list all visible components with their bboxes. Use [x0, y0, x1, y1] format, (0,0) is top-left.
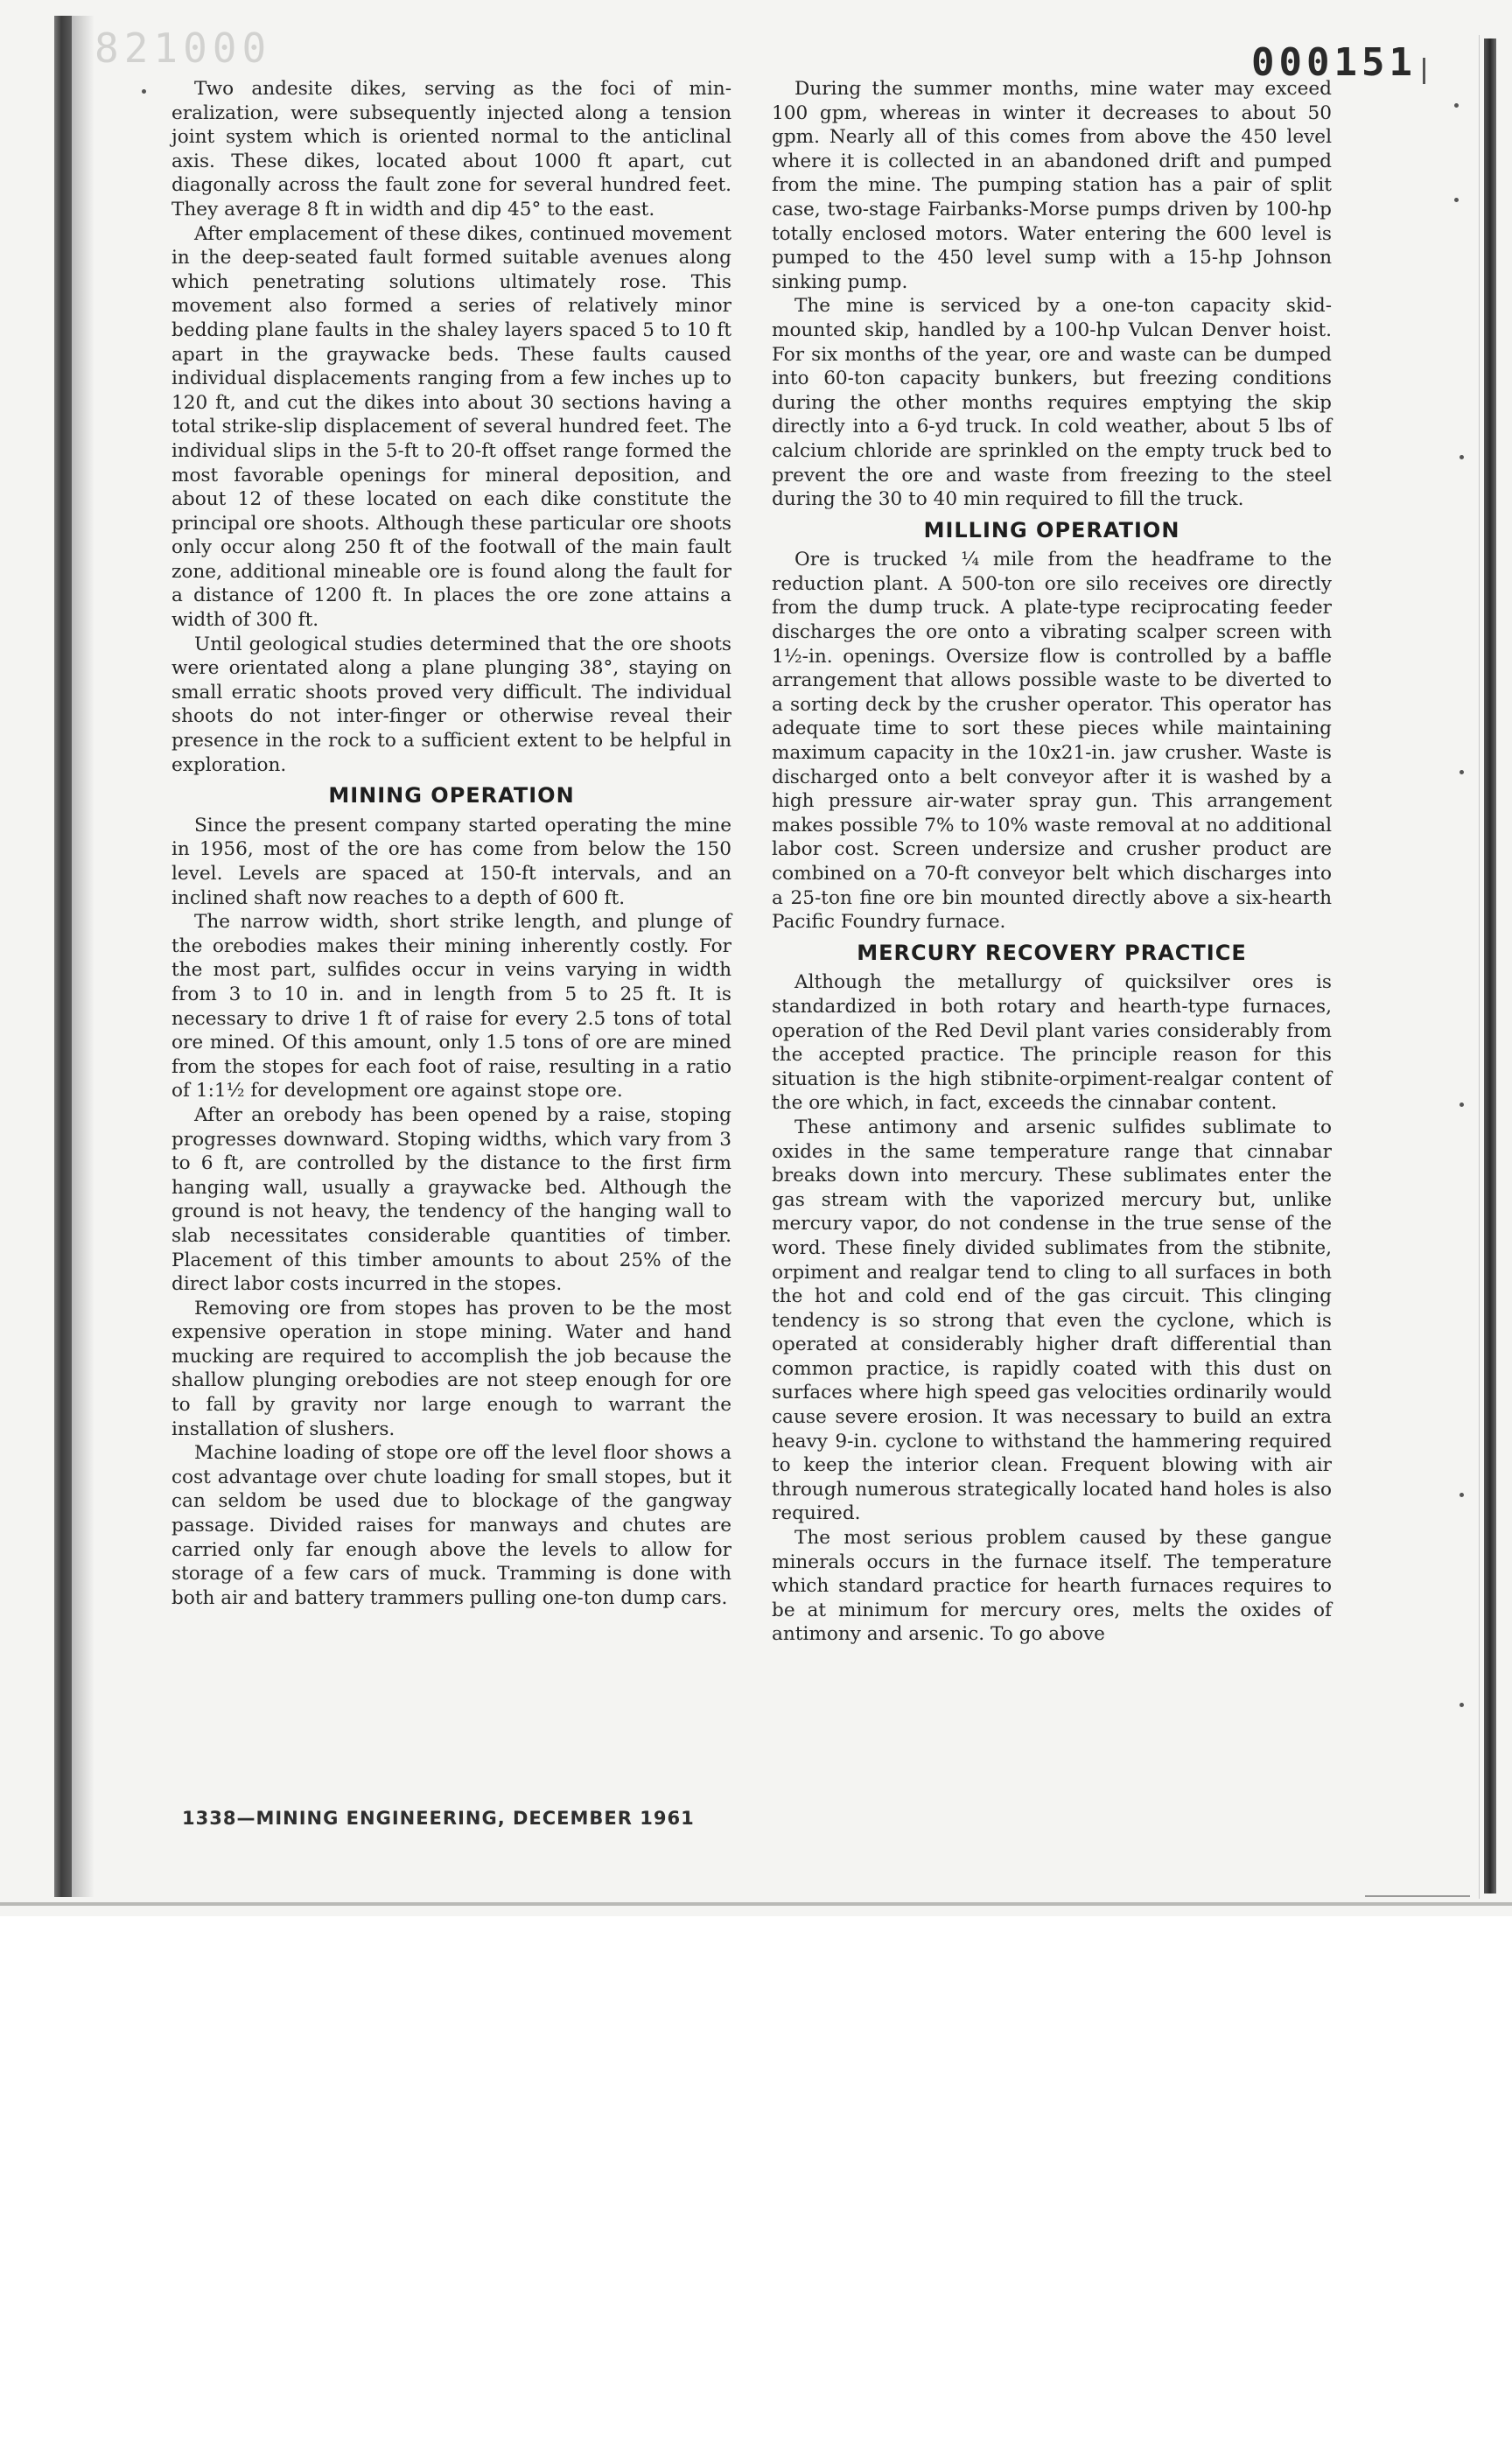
- scan-edge: [1484, 38, 1496, 1894]
- paragraph: The most serious problem caused by these gangue minerals occurs in the furnace itself. The temperature which standard practice for hearth furnaces requires to be at minimum for mercury ores, melts the oxides of antimony and arsenic. To go above: [772, 1527, 1332, 1646]
- paragraph: Machine loading of stope ore off the level floor shows a cost advantage over chute loading for small stopes, but it can seldom be used due to blockage of the gangway passage. Divided raises for manways and chutes are carried only far enough above the levels to allow for storage of a few cars of muck. Tramming is done with both air and battery trammers pulling one-ton dump cars.: [172, 1442, 732, 1609]
- section-heading-mercury: MERCURY RECOVERY PRACTICE: [857, 940, 1247, 965]
- bates-tick: [1423, 58, 1425, 84]
- paragraph: After an orebody has been opened by a raise, stoping progresses downward. Stoping widths, which vary from 3 to 6 ft, are controlled by the distance to the first firm hanging wall, usually a graywacke bed. Although the ground is not heavy, the tendency of the hanging wall to slab necessitates considerable quantities of timber. Placement of this timber amounts to about 25% of the direct labor costs incurred in the stopes.: [172, 1103, 732, 1296]
- paragraph: Two andesite dikes, serving as the foci of mineralization, were subsequently injected along a tension joint system which is oriented normal to the anticlinal axis. These dikes, located about 1000 ft apart, cut diagonally across the fault zone for several hundred feet. They average 8 ft in width and dip 45° to the east.: [172, 78, 732, 220]
- right-column: [772, 77, 1332, 1647]
- paragraph: These antimony and arsenic sulfides sublimate to oxides in the same temperature range that cinnabar breaks down into mercury. These sublimates enter the gas stream with the vaporized mercury but, unlike mercury vapor, do not condense in the true sense of the word. These finely divided sublimates from the stibnite, orpiment and realgar tend to cling to all surfaces in both the hot and cold end of the gas circuit. This clinging tendency is so strong that even the cyclone, which is operated at considerably higher draft differential than common practice, is rapidly coated with this dust on surfaces where high speed gas velocities ordinarily would cause severe erosion. It was necessary to build an extra heavy 9-in. cyclone to withstand the hammering required to keep the interior clean. Frequent blowing with air through numerous strategically located hand holes is also required.: [772, 1116, 1332, 1525]
- speck: [1460, 770, 1464, 774]
- binding-shadow: [72, 16, 94, 1897]
- speck: [1460, 1493, 1464, 1497]
- page-footer: 1338—MINING ENGINEERING, DECEMBER 1961: [182, 1808, 695, 1829]
- paragraph: During the summer months, mine water may exceed 100 gpm, whereas in winter it decreases to about 50 gpm. Nearly all of this comes from above the 450 level where it is collected in an abandoned drift and pumped from the mine. The pumping station has a pair of split case, two-stage Fairbanks-Morse pumps driven by 100-hp totally enclosed motors. Water entering the 600 level is pumped to the 450 level sump with a 15-hp Johnson sinking pump.: [772, 78, 1332, 293]
- paragraph: Ore is trucked ¼ mile from the headframe to the reduction plant. A 500-ton ore silo receives ore directly from the dump truck. A plate-type reciprocating feeder discharges the ore onto a vibrating scalper screen with 1½-in. openings. Oversize flow is controlled by a baffle arrangement that allows possible waste to be diverted to a sorting deck by the crusher operator. This operator has adequate time to sort these pieces while maintaining maximum capacity in the 10x21-in. jaw crusher. Waste is discharged onto a belt conveyor after it is washed by a high pressure air-water spray gun. This arrangement makes possible 7% to 10% waste removal at no additional labor cost. Screen undersize and crusher product are combined on a 70-ft conveyor belt which discharges into a 25-ton fine ore bin mounted directly above a six-hearth Pacific Foundry furnace.: [772, 549, 1332, 934]
- paragraph: Removing ore from stopes has proven to be the most expensive operation in stope mining. Water and hand mucking are required to accomplish the job because the shallow plunging orebodies are not steep enough for ore to fall by gravity nor large enough to warrant the installation of slushers.: [172, 1297, 732, 1440]
- section-heading-mining: MINING OPERATION: [328, 783, 575, 808]
- margin-line: [1479, 35, 1480, 1899]
- binding-edge: [54, 16, 72, 1897]
- bates-number: 000151: [1251, 40, 1417, 85]
- speck: [1454, 103, 1459, 108]
- faint-stamp: 821000: [94, 24, 272, 72]
- paragraph: Since the present company started operating the mine in 1956, most of the ore has come from below the 150 level. Levels are spaced at 150-ft intervals, and an inclined shaft now reaches to a depth of 600 ft.: [172, 814, 732, 909]
- speck: [1460, 455, 1464, 459]
- speck: [1454, 198, 1459, 202]
- paragraph: After emplacement of these dikes, continued movement in the deep-seated fault formed suitable avenues along which penetrating solutions ultimately rose. This movement also formed a series of relatively minor bedding plane faults in the shaley layers spaced 5 to 10 ft apart in the graywacke beds. These faults caused individual displacements ranging from a few inches up to 120 ft, and cut the dikes into about 30 sections having a total strike-slip displacement of several hundred feet. The individual slips in the 5-ft to 20-ft offset range formed the most favorable openings for mineral deposition, and about 12 of these located on each dike constitute the principal ore shoots. Although these particular ore shoots only occur along 250 ft of the footwall of the main fault zone, additional mineable ore is found along the fault for a distance of 1200 ft. In places the ore zone attains a width of 300 ft.: [172, 222, 732, 632]
- paragraph: The mine is serviced by a one-ton capacity skid-mounted skip, handled by a 100-hp Vulcan Denver hoist. For six months of the year, ore and waste can be dumped into 60-ton capacity bunkers, but freezing conditions during the other months requires emptying the skip directly into a 6-yd truck. In cold weather, about 5 lbs of calcium chloride are sprinkled on the empty truck bed to prevent the ore and waste from freezing to the steel during the 30 to 40 min required to fill the truck.: [772, 295, 1332, 511]
- speck: [142, 89, 146, 94]
- paragraph: Until geological studies determined that the ore shoots were orientated along a plane plunging 38°, staying on small erratic shoots proved very difficult. The individual shoots do not inter-finger or otherwise reveal their presence in the rock to a sufficient extent to be helpful in exploration.: [172, 633, 732, 776]
- paragraph: The narrow width, short strike length, and plunge of the orebodies makes their mining inherently costly. For the most part, sulfides occur in veins varying in width from 3 to 10 in. and in length from 5 to 25 ft. It is necessary to drive 1 ft of raise for every 2.5 tons of total ore mined. Of this amount, only 1.5 tons of ore are mined from the stopes for each foot of raise, resulting in a ratio of 1:1½ for development ore against stope ore.: [172, 911, 732, 1102]
- left-column: [172, 77, 732, 1610]
- paragraph: Although the metallurgy of quicksilver ores is standardized in both rotary and hearth-type furnaces, operation of the Red Devil plant varies considerably from the accepted practice. The principle reason for this situation is the high stibnite-orpiment-realgar content of the ore which, in fact, exceeds the cinnabar content.: [772, 971, 1332, 1115]
- speck: [1460, 1703, 1464, 1707]
- speck: [1460, 1102, 1464, 1107]
- page-edge-mark: [1365, 1895, 1470, 1897]
- page-bottom-edge: [0, 1902, 1512, 1906]
- section-heading-milling: MILLING OPERATION: [923, 517, 1180, 542]
